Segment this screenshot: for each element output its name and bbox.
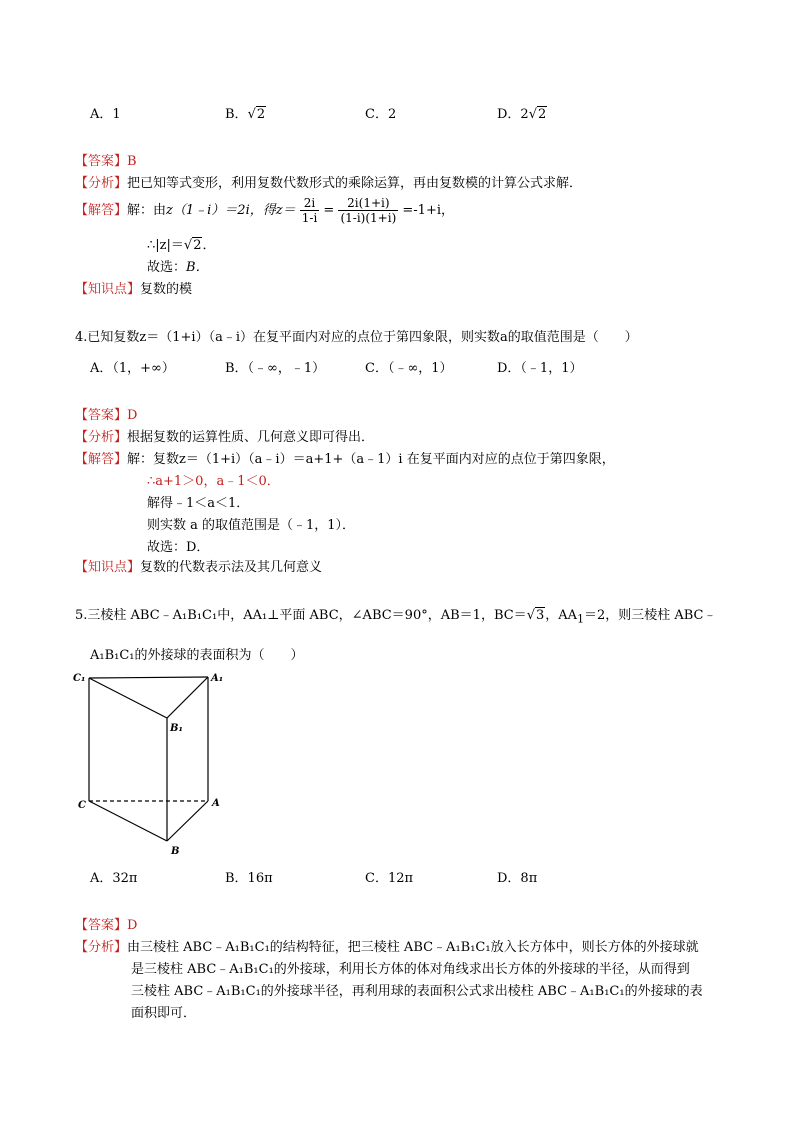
label-b: B <box>171 846 180 857</box>
knowledge-tag: 【知识点】 <box>75 282 141 297</box>
label-a: A <box>212 798 220 809</box>
q4-solution-line-4: 则实数 a 的取值范围是（﹣1，1）． <box>147 518 356 533</box>
q3-option-b: B．√2 <box>225 107 266 122</box>
solution-tag: 【解答】 <box>75 203 128 218</box>
q3-option-a: A．1 <box>90 107 121 122</box>
q4-option-d: D．（﹣1，1） <box>497 361 583 376</box>
q5-analysis-line-2: 是三棱柱 ABC﹣A₁B₁C₁的外接球，利用长方体的体对角线求出长方体的外接球的半径，从而得到 <box>131 962 690 977</box>
edge-c1b1 <box>89 678 167 718</box>
q5-option-b: B．16π <box>225 871 273 886</box>
q3-option-d-radicand: 2 <box>538 107 547 122</box>
q3-choose: 故选：B． <box>147 260 209 275</box>
q4-solution-line-3: 解得﹣1＜a＜1． <box>147 496 250 511</box>
q5-option-c: C．12π <box>365 871 414 886</box>
analysis-tag: 【分析】 <box>75 176 128 191</box>
q3-modulus: ∴|z|＝√2． <box>147 238 216 253</box>
q4-solution: 【解答】解：复数z＝（1+i）（a﹣i）＝a+1+（a﹣1）i 在复平面内对应的点位于第四象限， <box>75 452 615 467</box>
q4-analysis: 【分析】根据复数的运算性质、几何意义即可得出． <box>75 430 375 445</box>
label-c1: C₁ <box>73 673 86 684</box>
q5-stem-line-2: A₁B₁C₁的外接球的表面积为（ ） <box>90 648 304 663</box>
q5-answer: 【答案】D <box>75 918 138 933</box>
edge-cb <box>89 801 167 841</box>
q4-solution-line-5: 故选：D． <box>147 540 210 555</box>
answer-tag: 【答案】 <box>75 154 128 169</box>
edge-ab <box>167 801 208 841</box>
q5-analysis-line-3: 三棱柱 ABC﹣A₁B₁C₁的外接球半径，再利用球的表面积公式求出棱柱 ABC﹣A₁B₁C₁的外接球的表 <box>131 984 703 999</box>
q4-option-c: C．（﹣∞，1） <box>365 361 453 376</box>
q5-option-d: D．8π <box>497 871 538 886</box>
q4-option-a: A．（1，+∞） <box>90 361 175 376</box>
label-c: C <box>78 800 86 811</box>
edge-c1a1 <box>89 677 208 678</box>
q4-stem: 4.已知复数z＝（1+i）（a﹣i）在复平面内对应的点位于第四象限，则实数a的取值范围是（ ） <box>75 330 638 345</box>
q3-solution: 【解答】解：由z（1﹣i）＝2i，得z＝ $\frac{2i}{1-i}$ = $\frac{2i(1+i)}{(1-i)(1+i)}$ =-1+i， <box>75 196 454 225</box>
q3-answer: 【答案】B <box>75 154 137 169</box>
q3-option-c: C．2 <box>365 107 397 122</box>
q5-analysis: 【分析】由三棱柱 ABC﹣A₁B₁C₁的结构特征，把三棱柱 ABC﹣A₁B₁C₁放入长方体中，则长方体的外接球就 <box>75 940 699 955</box>
q3-fraction-2: $\frac{2i(1+i)}{(1-i)(1+i)}$ <box>340 196 397 225</box>
q4-solution-line-2: ∴a+1＞0，a﹣1＜0． <box>147 474 280 489</box>
q3-knowledge: 【知识点】复数的模 <box>75 282 193 297</box>
q3-option-b-radicand: 2 <box>256 107 266 122</box>
q5-stem-line-1: 5.三棱柱 ABC﹣A₁B₁C₁中，AA₁⊥平面 ABC，∠ABC＝90°，AB＝1，BC＝√3，$AA_1=2$，则三棱柱 ABC﹣ <box>75 608 717 626</box>
q3-fraction-1: $\frac{2i}{1-i}$ <box>301 196 318 225</box>
q3-option-d: D．2√2 <box>497 107 547 122</box>
edge-a1b1 <box>167 677 208 718</box>
q5-analysis-line-4: 面积即可． <box>131 1006 197 1021</box>
prism-figure <box>70 668 240 858</box>
q4-option-b: B．（﹣∞，﹣1） <box>225 361 326 376</box>
label-a1: A₁ <box>211 673 224 684</box>
q4-answer: 【答案】D <box>75 408 138 423</box>
q4-knowledge: 【知识点】复数的代数表示法及其几何意义 <box>75 560 323 575</box>
q5-option-a: A．32π <box>90 871 138 886</box>
label-b1: B₁ <box>170 723 183 734</box>
q3-analysis: 【分析】把已知等式变形，利用复数代数形式的乘除运算，再由复数模的计算公式求解． <box>75 176 583 191</box>
